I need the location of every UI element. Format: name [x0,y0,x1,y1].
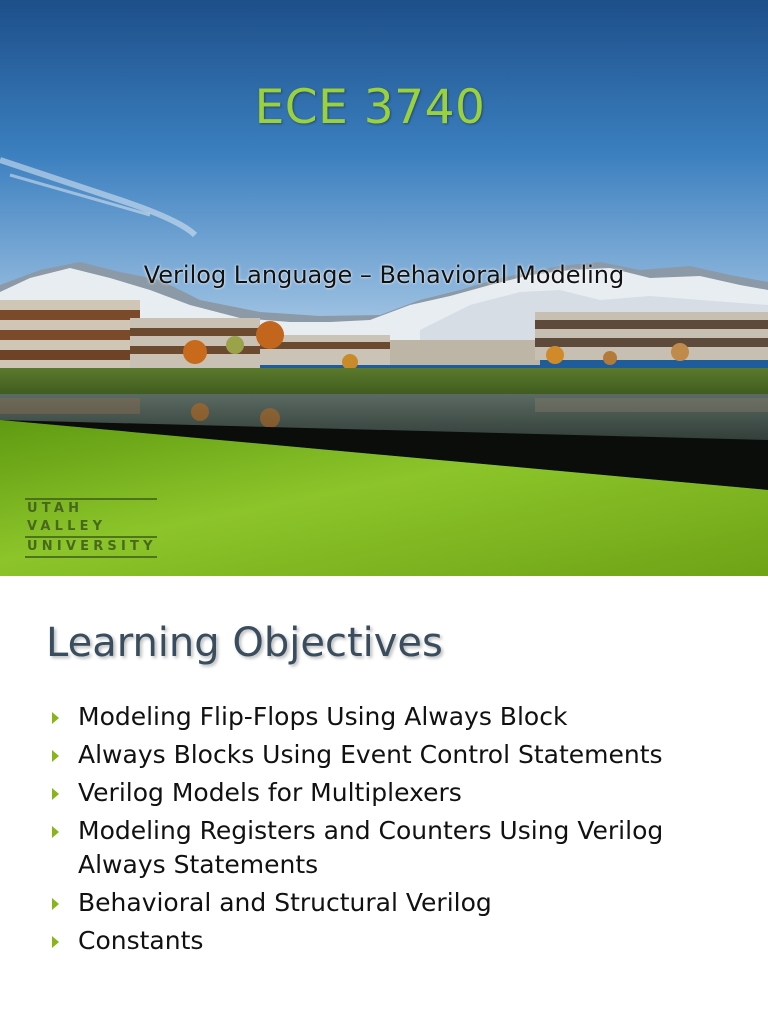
list-item-text: Modeling Registers and Counters Using Verilog Always Statements [78,816,664,879]
objectives-slide [0,576,768,1024]
list-item-text: Verilog Models for Multiplexers [78,778,462,807]
list-item-text: Modeling Flip-Flops Using Always Block [78,702,568,731]
logo-line-2: UNIVERSITY [27,539,157,554]
slide-subtitle: Verilog Language – Behavioral Modeling [143,261,625,289]
list-item [52,776,752,810]
logo-rule [25,556,157,558]
triangle-bullet-icon [52,712,59,724]
triangle-bullet-icon [52,788,59,800]
objectives-title: Learning Objectives [46,620,443,666]
triangle-bullet-icon [52,898,59,910]
slide-title: ECE 3740 [254,80,486,135]
list-item [52,886,752,920]
logo-line-1: UTAH VALLEY [27,501,107,534]
objectives-list [52,700,752,962]
list-item [52,700,752,734]
triangle-bullet-icon [52,936,59,948]
list-item [52,738,752,772]
list-item-text: Constants [78,926,204,955]
list-item [52,814,752,882]
list-item-text: Behavioral and Structural Verilog [78,888,492,917]
list-item-text: Always Blocks Using Event Control Statements [78,740,663,769]
triangle-bullet-icon [52,750,59,762]
list-item [52,924,752,958]
uvu-logo [25,498,157,558]
triangle-bullet-icon [52,826,59,838]
